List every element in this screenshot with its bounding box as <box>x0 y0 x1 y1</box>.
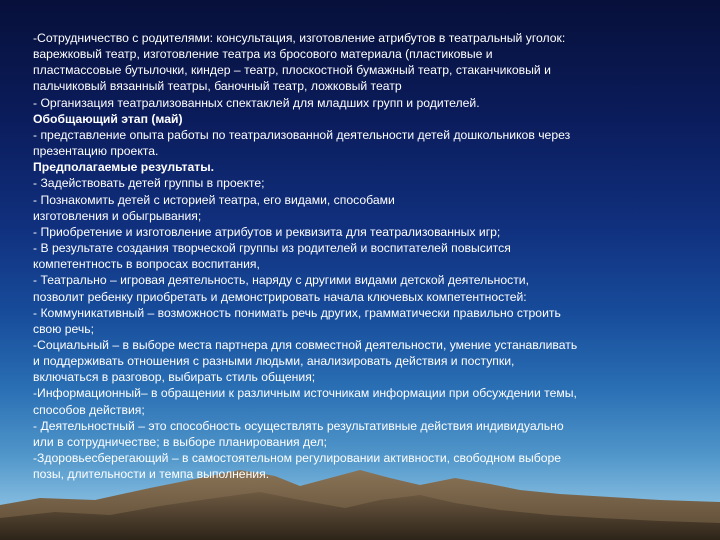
text-line: пальчиковый вязанный театры, баночный театр, ложковый театр <box>33 79 402 94</box>
section-heading: Предполагаемые результаты. <box>33 160 215 175</box>
text-line: способов действия; <box>33 402 145 417</box>
text-line: включаться в разговор, выбирать стиль общения; <box>33 370 316 385</box>
text-line: позы, длительности и темпа выполнения. <box>33 467 270 482</box>
text-line: - В результате создания творческой группы из родителей и воспитателей повысится <box>33 241 511 256</box>
text-line: - Задействовать детей группы в проекте; <box>33 176 265 191</box>
text-line: -Здоровьесберегающий – в самостоятельном регулировании активности, свободном выборе <box>33 451 562 466</box>
text-line: и поддерживать отношения с разными людьми, анализировать действия и поступки, <box>33 354 515 369</box>
slide-text-content <box>33 30 693 482</box>
text-line: пластмассовые бутылочки, киндер – театр, плоскостной бумажный театр, стаканчиковый и <box>33 63 551 78</box>
text-line: - Познакомить детей с историей театра, его видами, способами <box>33 192 395 207</box>
text-line: - Деятельностный – это способность осуществлять результативные действия индивидуально <box>33 418 564 433</box>
text-line: компетентность в вопросах воспитания, <box>33 257 260 272</box>
text-line: - Театрально – игровая деятельность, наряду с другими видами детской деятельности, <box>33 273 529 288</box>
text-line: изготовления и обыгрывания; <box>33 208 202 223</box>
text-line: - Коммуникативный – возможность понимать речь других, грамматически правильно строить <box>33 305 561 320</box>
text-line: или в сотрудничестве; в выборе планирования дел; <box>33 434 327 449</box>
text-line: позволит ребенку приобретать и демонстрировать начала ключевых компетентностей: <box>33 289 527 304</box>
section-heading: Обобщающий этап (май) <box>33 111 183 126</box>
text-line: -Сотрудничество с родителями: консультация, изготовление атрибутов в театральный уголок: <box>33 31 566 45</box>
text-line: варежковый театр, изготовление театра из бросового материала (пластиковые и <box>33 47 493 62</box>
text-line: презентацию проекта. <box>33 144 159 159</box>
text-line: - Организация театрализованных спектаклей для младших групп и родителей. <box>33 95 480 110</box>
text-line: - Приобретение и изготовление атрибутов и реквизита для театрализованных игр; <box>33 224 501 239</box>
text-line: свою речь; <box>33 321 94 336</box>
text-line: -Информационный– в обращении к различным источникам информации при обсуждении темы, <box>33 386 577 401</box>
text-line: - представление опыта работы по театрализованной деятельности детей дошкольников через <box>33 127 571 142</box>
text-line: -Социальный – в выборе места партнера для совместной деятельности, умение устанавливать <box>33 337 578 352</box>
